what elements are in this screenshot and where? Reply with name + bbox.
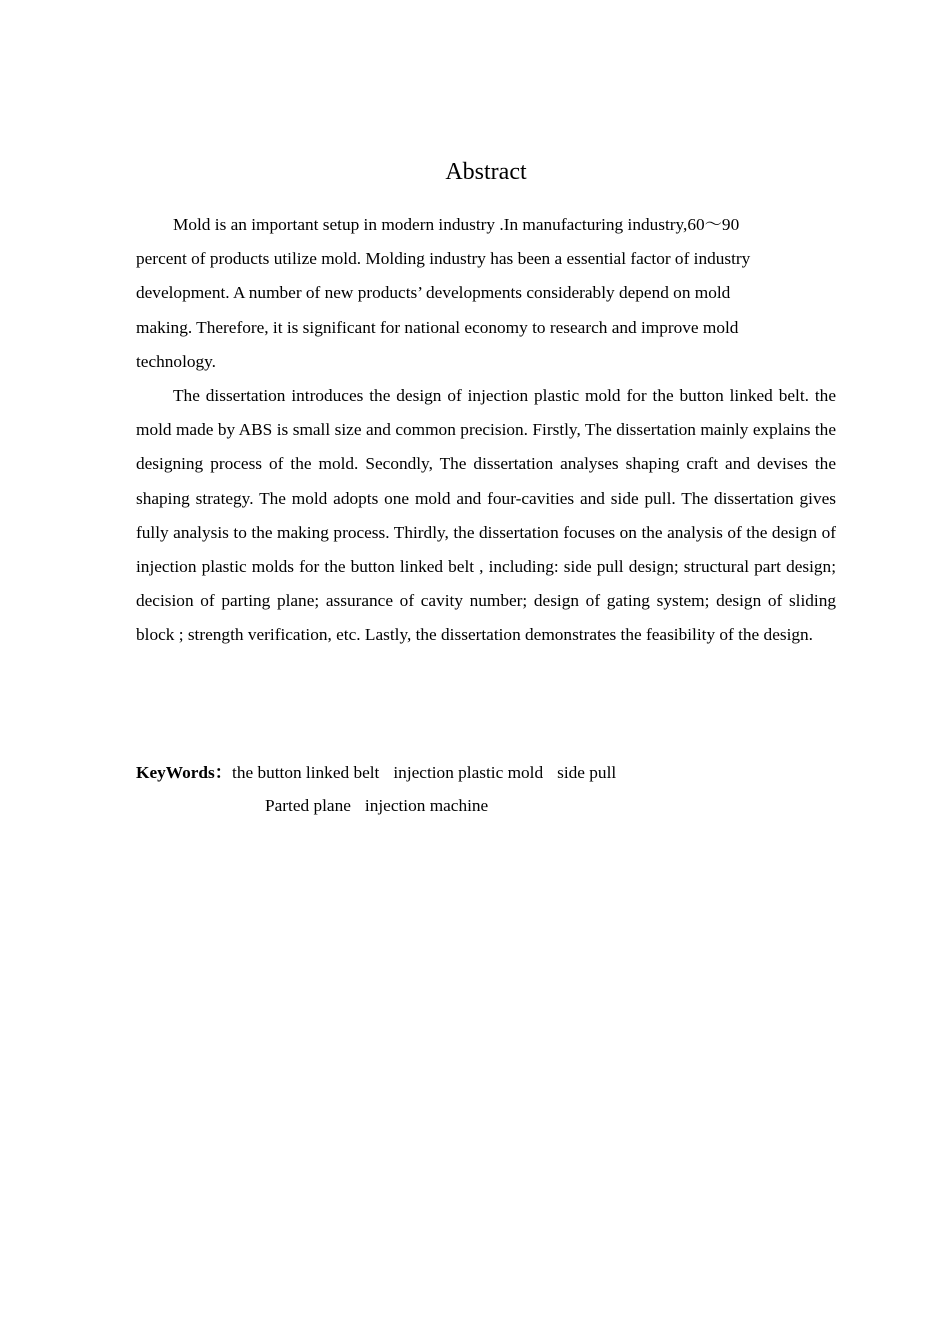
- abstract-paragraph-2: The dissertation introduces the design of injection plastic mold for the button linked belt. the mold made by ABS is small size and common precision. Firstly, The dissertation mainly explains the designing process of the mold. Secondly, The dissertation analyses shaping craft and devises the shaping strategy. The mold adopts one mold and four-cavities and side pull. The dissertation gives fully analysis to the making process. Thirdly, the dissertation focuses on the analysis of the design of injection plastic molds for the button linked belt , including: side pull design; structural part design; decision of parting plane; assurance of cavity number; design of gating system; design of sliding block ; strength verification, etc. Lastly, the dissertation demonstrates the feasibility of the design.: [136, 386, 836, 645]
- keywords-line-2: [136, 789, 836, 822]
- abstract-paragraph-1: [136, 208, 836, 379]
- abstract-title: Abstract: [445, 159, 527, 185]
- keyword: Parted plane: [265, 796, 351, 815]
- keyword: side pull: [557, 763, 617, 782]
- keyword: injection machine: [364, 796, 489, 815]
- keyword: the button linked belt: [232, 763, 380, 782]
- paragraph-1-line-3: development. A number of new products’ developments considerably depend on mold: [136, 283, 731, 303]
- keywords-block: [136, 756, 836, 822]
- paragraph-1-line-5: technology.: [136, 351, 216, 371]
- keywords-label: KeyWords：: [136, 763, 233, 782]
- paragraph-1-line-4: making. Therefore, it is significant for national economy to research and improve mold: [136, 317, 739, 337]
- paragraph-1-line-2: percent of products utilize mold. Molding industry has been a essential factor of industry: [136, 249, 751, 269]
- keyword: injection plastic mold: [393, 763, 544, 782]
- paragraph-1-line-1: Mold is an important setup in modern industry .In manufacturing industry,60～90: [173, 215, 740, 234]
